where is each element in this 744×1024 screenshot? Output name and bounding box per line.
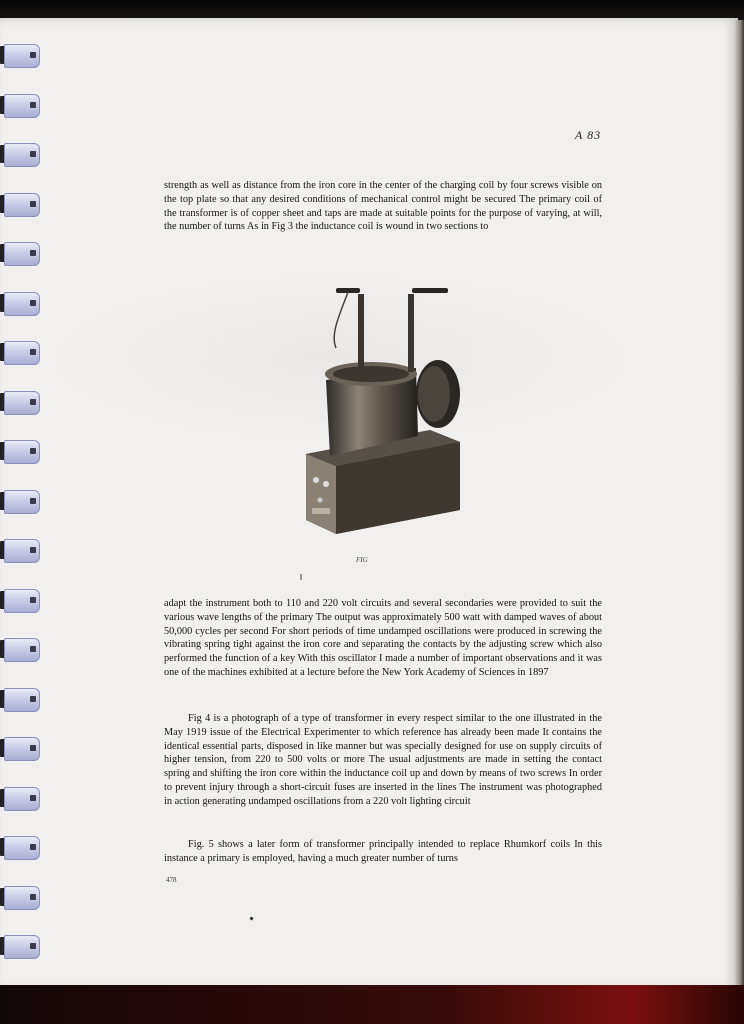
binding-ring	[0, 737, 40, 759]
paragraph-3: Fig 4 is a photograph of a type of transformer in every respect similar to the one illustrated in the May 1919 issue of the Electrical Experimenter to which reference has already been made It contains the identical essential parts, disposed in like manner but was specially designed for use on supply circuits of higher tension, from 220 to 500 volts or more The usual adjustments are made in setting the contact spring and shifting the iron core within the inductance coil up and down by means of two screws In order to prevent injury through a short-circuit fuses are inserted in the lines The instrument was photographed in action generating undamped oscillations from a 220 volt lighting circuit	[164, 713, 602, 807]
bottom-edge	[0, 985, 744, 1024]
binding-ring	[0, 638, 40, 660]
binding-ring	[0, 143, 40, 165]
scan-mark	[300, 574, 302, 580]
spiral-binding	[0, 18, 46, 990]
binding-ring	[0, 935, 40, 957]
paragraph-4: Fig. 5 shows a later form of transformer principally intended to replace Rhumkorf coils In this instance a primary is employed, having a much greater number of turns	[164, 839, 602, 864]
binding-ring	[0, 242, 40, 264]
binding-ring	[0, 440, 40, 462]
binding-ring	[0, 539, 40, 561]
binding-ring	[0, 341, 40, 363]
binding-ring	[0, 391, 40, 413]
top-edge	[0, 0, 744, 20]
paragraph-1: strength as well as distance from the iron core in the center of the charging coil by four screws visible on the top plate so that any desired conditions of mechanical control might be secured The primary coil of the transformer is of copper sheet and taps are made at suitable points for the purpose of varying, at will, the number of turns As in Fig 3 the inductance coil is wound in two sections to	[164, 180, 602, 233]
figure-caption: FIG	[356, 556, 368, 564]
binding-ring	[0, 688, 40, 710]
binding-ring	[0, 589, 40, 611]
binding-ring	[0, 193, 40, 215]
binding-ring	[0, 94, 40, 116]
binding-ring	[0, 292, 40, 314]
page-stack-edge	[735, 20, 744, 990]
binding-ring	[0, 836, 40, 858]
binding-ring	[0, 490, 40, 512]
binding-ring	[0, 787, 40, 809]
paragraph-2: adapt the instrument both to 110 and 220 volt circuits and several secondaries were provided to suit the various wave lengths of the primary The output was approximately 500 watt with damped waves of about 50,000 cycles per second For short periods of time undamped oscillations were produced in screwing the vibrating spring tight against the iron core and separating the contacts by the adjusting screw which also performed the function of a key With this oscillator I made a number of important observations and it was one of the machines exhibited at a lecture before the New York Academy of Sciences in 1897	[164, 598, 602, 678]
binding-ring	[0, 886, 40, 908]
transformer-photograph	[300, 284, 464, 538]
footer-page-number: 478	[166, 876, 177, 884]
binding-ring	[0, 44, 40, 66]
page-number: A 83	[575, 128, 602, 142]
